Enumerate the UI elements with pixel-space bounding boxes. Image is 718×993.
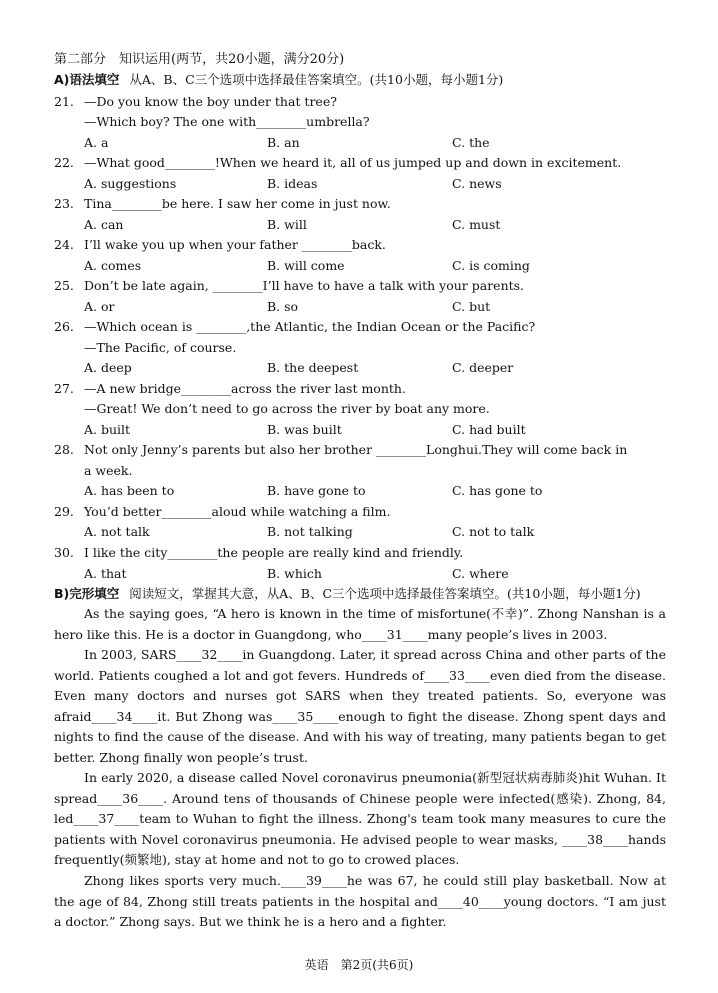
option-a: A. deep — [84, 360, 132, 375]
option-b: B. the deepest — [267, 360, 359, 375]
question-number: 28. — [54, 442, 74, 457]
question-text: —The Pacific, of course. — [84, 340, 237, 355]
question-number: 29. — [54, 504, 74, 519]
question-text: I’ll wake you up when your father ________back. — [84, 237, 386, 252]
option-a: A. or — [84, 299, 115, 314]
question-number: 23. — [54, 196, 74, 211]
question-number: 22. — [54, 155, 74, 170]
option-a: A. can — [84, 217, 124, 232]
option-a: A. has been to — [84, 483, 175, 498]
option-b: B. an — [267, 135, 300, 150]
option-c: C. news — [452, 176, 502, 191]
option-b: B. not talking — [267, 524, 353, 539]
option-c: C. not to talk — [452, 524, 535, 539]
question-text: You’d better________aloud while watching a film. — [84, 504, 391, 519]
question-text: —Which ocean is ________,the Atlantic, the Indian Ocean or the Pacific? — [84, 319, 536, 334]
question-text: I like the city________the people are really kind and friendly. — [84, 545, 464, 560]
passage-paragraph-1: As the saying goes, “A hero is known in the time of misfortune(不幸)”. Zhong Nanshan is a hero like this. He is a doctor in Guangdong, who____31____many people’s lives in 2003. — [54, 606, 666, 642]
option-b: B. so — [267, 299, 299, 314]
option-c: C. had built — [452, 422, 526, 437]
option-c: C. is coming — [452, 258, 530, 273]
option-b: B. was built — [267, 422, 342, 437]
question-text: —Which boy? The one with________umbrella? — [84, 114, 370, 129]
option-c: C. must — [452, 217, 501, 232]
option-a: A. not talk — [84, 524, 150, 539]
question-text: Tina________be here. I saw her come in just now. — [84, 196, 391, 211]
option-b: B. have gone to — [267, 483, 366, 498]
passage-paragraph-2: In 2003, SARS____32____in Guangdong. Later, it spread across China and other parts of the world. Patients coughed a lot and got fevers. Hundreds of____33____even died from the disease. Even many doctors and nurses got SARS when they treated patients. So, everyone was afraid____34____it. But Zhong was____35____enough to fight the disease. Zhong spent days and nights to find the cause of the disease. And with his way of treating, many patients began to get better. Zhong finally won people’s trust. — [54, 647, 666, 765]
option-c: C. deeper — [452, 360, 514, 375]
question-number: 24. — [54, 237, 74, 252]
option-a: A. comes — [84, 258, 142, 273]
option-b: B. which — [267, 566, 322, 581]
question-text: —Do you know the boy under that tree? — [84, 94, 337, 109]
option-c: C. has gone to — [452, 483, 543, 498]
option-a: A. suggestions — [84, 176, 177, 191]
option-c: C. where — [452, 566, 509, 581]
question-text: Not only Jenny’s parents but also her brother ________Longhui.They will come back in — [84, 442, 628, 457]
section-a-label: A)语法填空 — [54, 72, 120, 87]
section-a-instruction: 从A、B、C三个选项中选择最佳答案填空。(共10小题，每小题1分) — [129, 72, 504, 87]
passage-paragraph-4: Zhong likes sports very much.____39____he was 67, he could still play basketball. Now at the age of 84, Zhong still treats patients in the hospital and____40____young doctors. “I am just a doctor.” Zhong says. But we think he is a hero and a fighter. — [54, 873, 666, 929]
option-a: A. built — [84, 422, 131, 437]
question-number: 26. — [54, 319, 74, 334]
section-a-header — [54, 72, 503, 88]
question-text: —A new bridge________across the river last month. — [84, 381, 406, 396]
question-number: 27. — [54, 381, 74, 396]
option-b: B. ideas — [267, 176, 318, 191]
option-c: C. the — [452, 135, 490, 150]
section-b-instruction: 阅读短文，掌握其大意，从A、B、C三个选项中选择最佳答案填空。(共10小题，每小题1分) — [129, 586, 641, 601]
question-number: 21. — [54, 94, 74, 109]
option-a: A. a — [84, 135, 109, 150]
page-footer: 英语 第2页(共6页) — [304, 958, 414, 972]
question-text: —What good________!When we heard it, all of us jumped up and down in excitement. — [84, 155, 622, 170]
option-b: B. will — [267, 217, 307, 232]
part-title: 第二部分 知识运用(两节，共20小题，满分20分) — [54, 52, 345, 67]
section-b-label: B)完形填空 — [54, 586, 120, 601]
section-b-header — [54, 586, 641, 602]
option-b: B. will come — [267, 258, 345, 273]
question-number: 30. — [54, 545, 74, 560]
option-a: A. that — [84, 566, 127, 581]
question-text: —Great! We don’t need to go across the river by boat any more. — [84, 401, 490, 416]
option-c: C. but — [452, 299, 491, 314]
passage-paragraph-3: In early 2020, a disease called Novel coronavirus pneumonia(新型冠状病毒肺炎)hit Wuhan. It spread____36____. Around tens of thousands of Chinese people were infected(感染). Zhong, 84, led____37____team to Wuhan to fight the illness. Zhong's team took many measures to cure the patients with Novel coronavirus pneumonia. He advised people to wear masks, ____38____hands frequently(频繁地), stay at home and not to go to crowed places. — [54, 770, 666, 867]
question-text: Don’t be late again, ________I’ll have to have a talk with your parents. — [84, 278, 525, 293]
question-number: 25. — [54, 278, 74, 293]
question-text: a week. — [84, 463, 133, 478]
